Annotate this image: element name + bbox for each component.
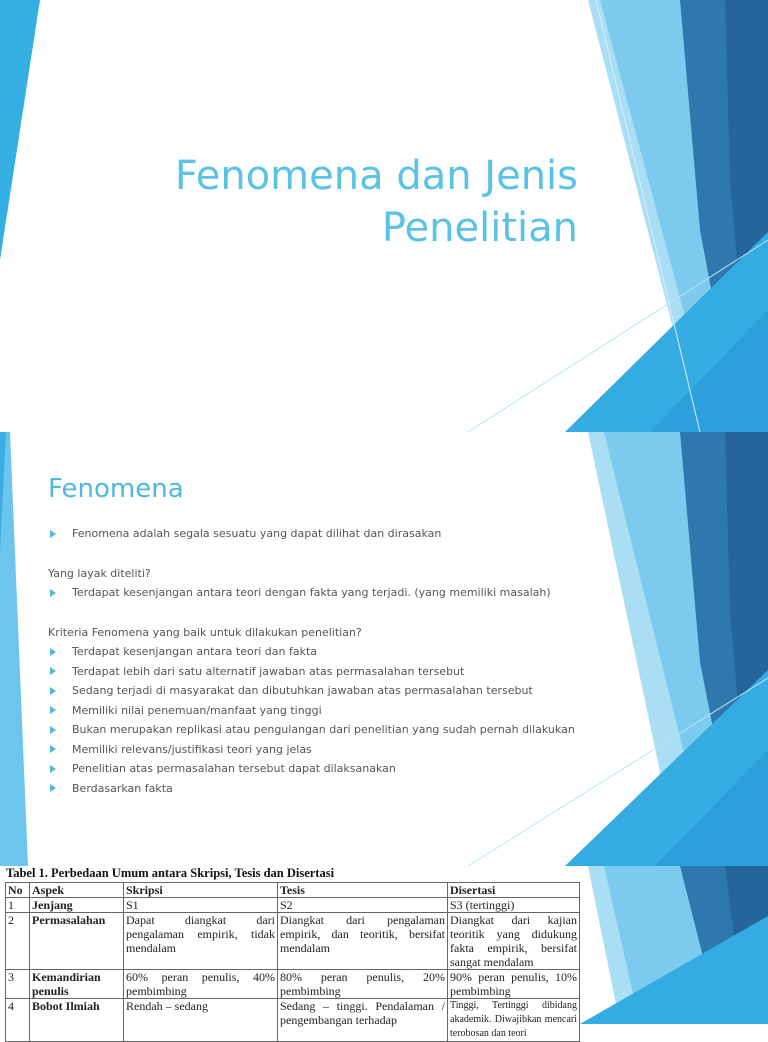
list-item [48,759,588,779]
table-cell: Tinggi, Tertinggi dibidang akademik. Diwajibkan mencari terobosan dan teori [448,999,580,1042]
table-cell: Dapat diangkat dari pengalaman empirik, tidak mendalam [124,913,278,970]
list-item-text: Terdapat kesenjangan antara teori dengan fakta yang terjadi. (yang memiliki masalah) [72,586,551,599]
table-cell: Bobot Ilmiah [30,999,124,1042]
table-cell: Diangkat dari kajian teoritik yang didukung fakta empirik, bersifat sangat mendalam [448,913,580,970]
bullet-arrow-icon [50,687,56,695]
list-item [48,720,588,740]
header-cell: Disertasi [448,883,580,898]
bullet-arrow-icon [50,667,56,675]
bullet-arrow-icon [50,784,56,792]
slide-title [58,150,578,254]
table-cell: 4 [6,999,30,1042]
table-cell: Rendah – sedang [124,999,278,1042]
header-cell: No [6,883,30,898]
list-item-text: Sedang terjadi di masyarakat dan dibutuhkan jawaban atas permasalahan tersebut [72,684,533,697]
list-item-text: Memiliki nilai penemuan/manfaat yang tinggi [72,703,322,717]
table-header-row [6,883,580,898]
slide-heading: Fenomena [48,474,184,504]
table-row [6,999,580,1042]
list-item-text: Fenomena adalah segala sesuatu yang dapat dilihat dan dirasakan [72,527,442,540]
list-item [48,701,588,721]
table-cell: 1 [6,898,30,913]
table-row [6,898,580,913]
list-item-text: Bukan merupakan replikasi atau pengulangan dari penelitian yang sudah pernah dilakukan [72,723,575,736]
table-row [6,913,580,970]
table-title: Tabel 1. Perbedaan Umum antara Skripsi, Tesis dan Disertasi [6,866,335,880]
bullet-arrow-icon [50,726,56,734]
table-cell: 90% peran penulis, 10% pembimbing [448,970,580,999]
slide-title-line1: Fenomena dan Jenis [174,153,578,199]
table-cell: S2 [278,898,448,913]
table-cell: Sedang – tinggi. Pendalaman / pengembangan terhadap [278,999,448,1042]
bullet-arrow-icon [50,706,56,714]
bullet-arrow-icon [50,745,56,753]
header-cell: Tesis [278,883,448,898]
table-cell: Permasalahan [30,913,124,970]
question-text: Kriteria Fenomena yang baik untuk dilakukan penelitian? [48,625,362,639]
table-cell: 80% peran penulis, 20% pembimbing [278,970,448,999]
header-cell: Skripsi [124,883,278,898]
comparison-table [5,882,580,1042]
list-item [48,681,588,701]
slide-title-line2: Penelitian [381,205,578,251]
bullet-arrow-icon [50,589,56,597]
list-item-text: Penelitian atas permasalahan tersebut dapat dilaksanakan [72,762,396,775]
list-item [48,642,588,662]
table-cell: 2 [6,913,30,970]
table-cell: Diangkat dari pengalaman empirik, dan teoritik, bersifat mendalam [278,913,448,970]
table-cell: Jenjang [30,898,124,913]
list-item-text: Berdasarkan fakta [72,781,173,795]
table-cell: S3 (tertinggi) [448,898,580,913]
table-cell: S1 [124,898,278,913]
slide-body [48,524,588,798]
list-item [48,583,588,603]
table-row [6,970,580,999]
header-cell: Aspek [30,883,124,898]
list-item [48,740,588,760]
table-cell: 3 [6,970,30,999]
list-item-text: Terdapat lebih dari satu alternatif jawaban atas permasalahan tersebut [72,664,465,678]
question-text: Yang layak diteliti? [48,566,151,580]
list-item [48,779,588,799]
table-cell: Kemandirian penulis [30,970,124,999]
title-slide [0,0,768,432]
list-item [48,662,588,682]
bullet-arrow-icon [50,648,56,656]
list-item-text: Memiliki relevans/justifikasi teori yang jelas [72,742,312,756]
table-cell: 60% peran penulis, 40% pembimbing [124,970,278,999]
bullet-arrow-icon [50,530,56,538]
list-item [48,524,588,544]
list-item-text: Terdapat kesenjangan antara teori dan fakta [72,645,318,658]
bullet-arrow-icon [50,765,56,773]
